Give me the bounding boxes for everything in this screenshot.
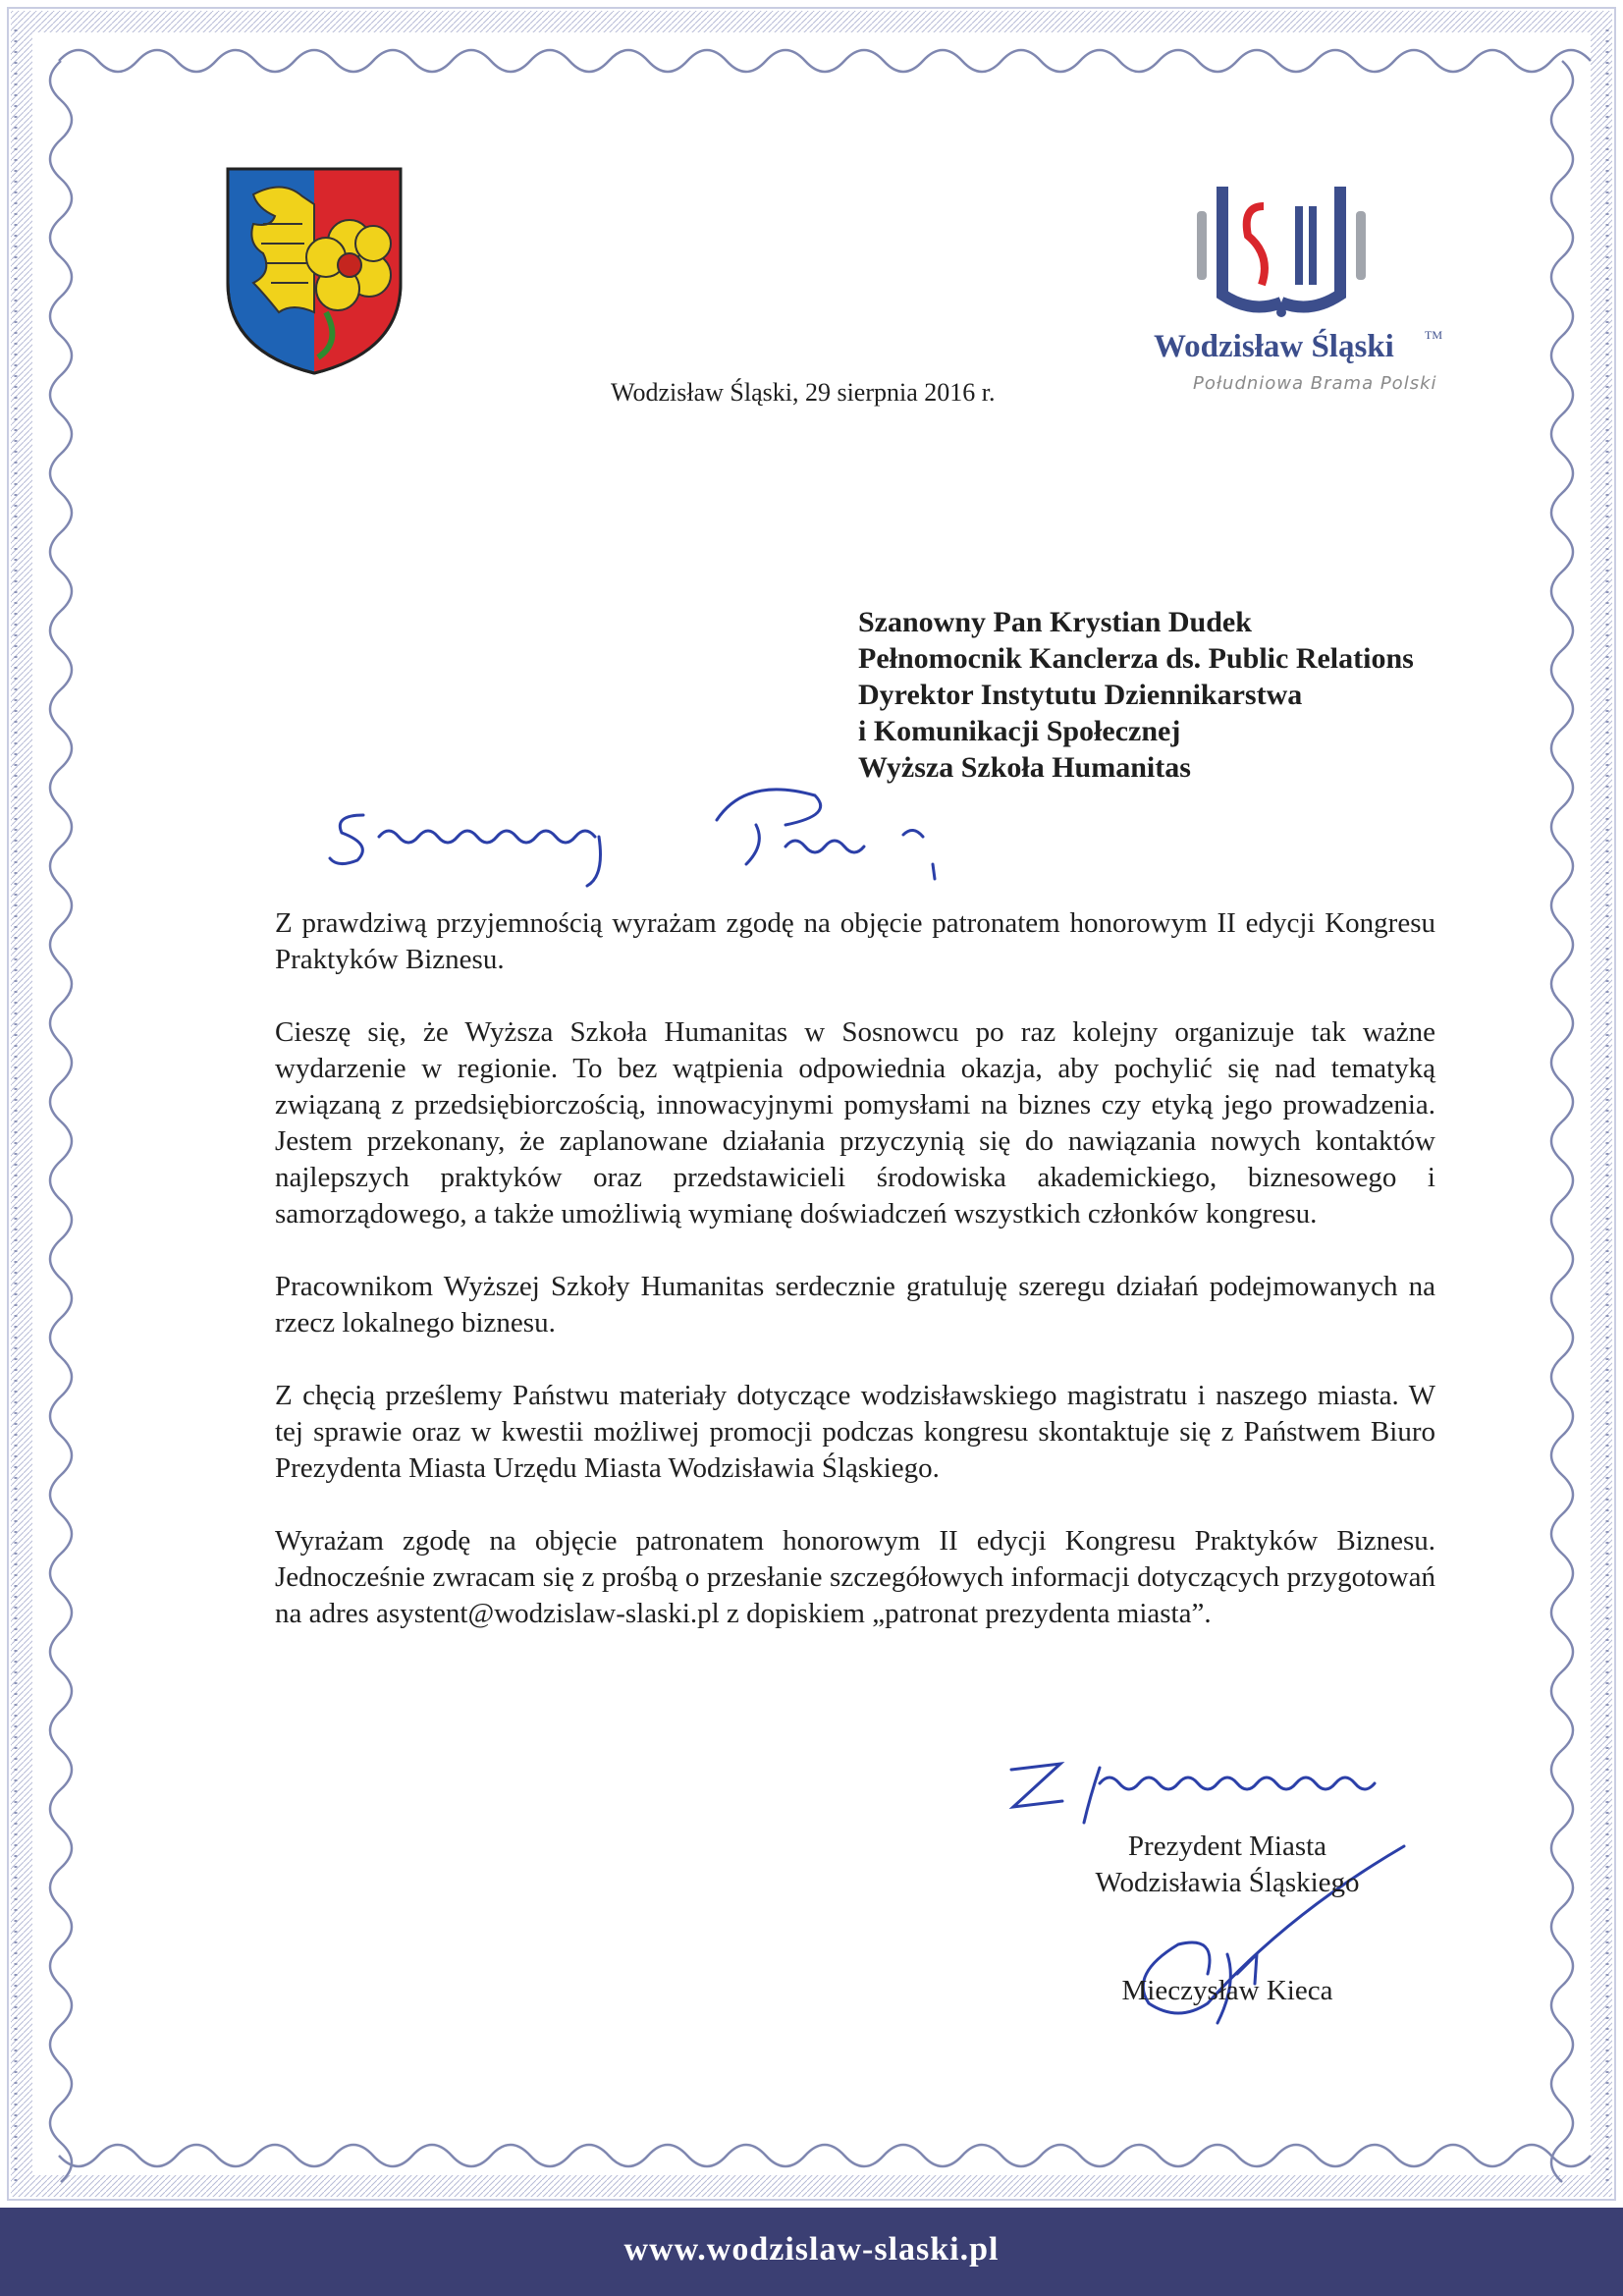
recipient-line: Szanowny Pan Krystian Dudek xyxy=(858,606,1252,638)
recipient-line: Pełnomocnik Kanclerza ds. Public Relations xyxy=(858,642,1414,675)
date-line: Wodzisław Śląski, 29 sierpnia 2016 r. xyxy=(611,378,996,407)
body-paragraph: Z prawdziwą przyjemnością wyrażam zgodę na objęcie patronatem honorowym II edycji Kongresu Praktyków Biznesu. xyxy=(275,907,1435,975)
recipient-block xyxy=(858,604,1487,786)
city-logo-icon xyxy=(1193,177,1370,319)
body-paragraph: Cieszę się, że Wyższa Szkoła Humanitas w Sosnowcu po raz kolejny organizuje tak ważne wydarzenie w regionie. To bez wątpienia odpowiednia okazja, aby pochylić się nad tematyką związaną z przedsiębiorczością, innowacyjnymi pomysłami na biznes czy etyką jego prowadzenia. Jestem przekonany, że zaplanowane działania przyczynią się do nawiązania nowych kontaktów najlepszych praktyków oraz przedstawicieli środowiska akademickiego, biznesowego i samorządowego, a także umożliwią wymianę doświadczeń wszystkich członków kongresu. xyxy=(275,1016,1435,1230)
signatory-title: Prezydent Miasta xyxy=(1127,1831,1327,1862)
body-paragraph: Wyrażam zgodę na objęcie patronatem honorowym II edycji Kongresu Praktyków Biznesu. Jednocześnie zwracam się z prośbą o przesłanie szczegółowych informacji dotyczących przygotowań na adres asystent@wodzislaw-slaski.pl z dopiskiem „patronat prezydenta miasta”. xyxy=(275,1525,1435,1629)
coat-of-arms-icon xyxy=(224,165,405,377)
footer-url: www.wodzislaw-slaski.pl xyxy=(623,2231,1000,2268)
signatory-name: Mieczysław Kieca xyxy=(1121,1975,1333,2006)
handwritten-salutation xyxy=(324,786,992,894)
recipient-line: Dyrektor Instytutu Dziennikarstwa xyxy=(858,679,1303,711)
trademark-mark: TM xyxy=(1425,328,1442,342)
signatory-title: Wodzisławia Śląskiego xyxy=(1095,1867,1360,1898)
signature-block xyxy=(1041,1829,1414,2009)
letter-body xyxy=(275,905,1435,1668)
recipient-line: i Komunikacji Społecznej xyxy=(858,715,1181,747)
body-paragraph: Pracownikom Wyższej Szkoły Humanitas serdecznie gratuluję szeregu działań podejmowanych na rzecz lokalnego biznesu. xyxy=(275,1271,1435,1339)
handwritten-closing xyxy=(1001,1748,1453,1827)
recipient-line: Wyższa Szkoła Humanitas xyxy=(858,751,1191,784)
body-paragraph: Z chęcią prześlemy Państwu materiały dotyczące wodzisławskiego magistratu i naszego miasta. W tej sprawie oraz w kwestii możliwej promocji podczas kongresu skontaktuje się z Państwem Biuro Prezydenta Miasta Urzędu Miasta Wodzisławia Śląskiego. xyxy=(275,1380,1435,1484)
city-logo-name: Wodzisław Śląski xyxy=(1154,329,1394,364)
city-logo-tagline: Południowa Brama Polski xyxy=(1193,373,1437,394)
